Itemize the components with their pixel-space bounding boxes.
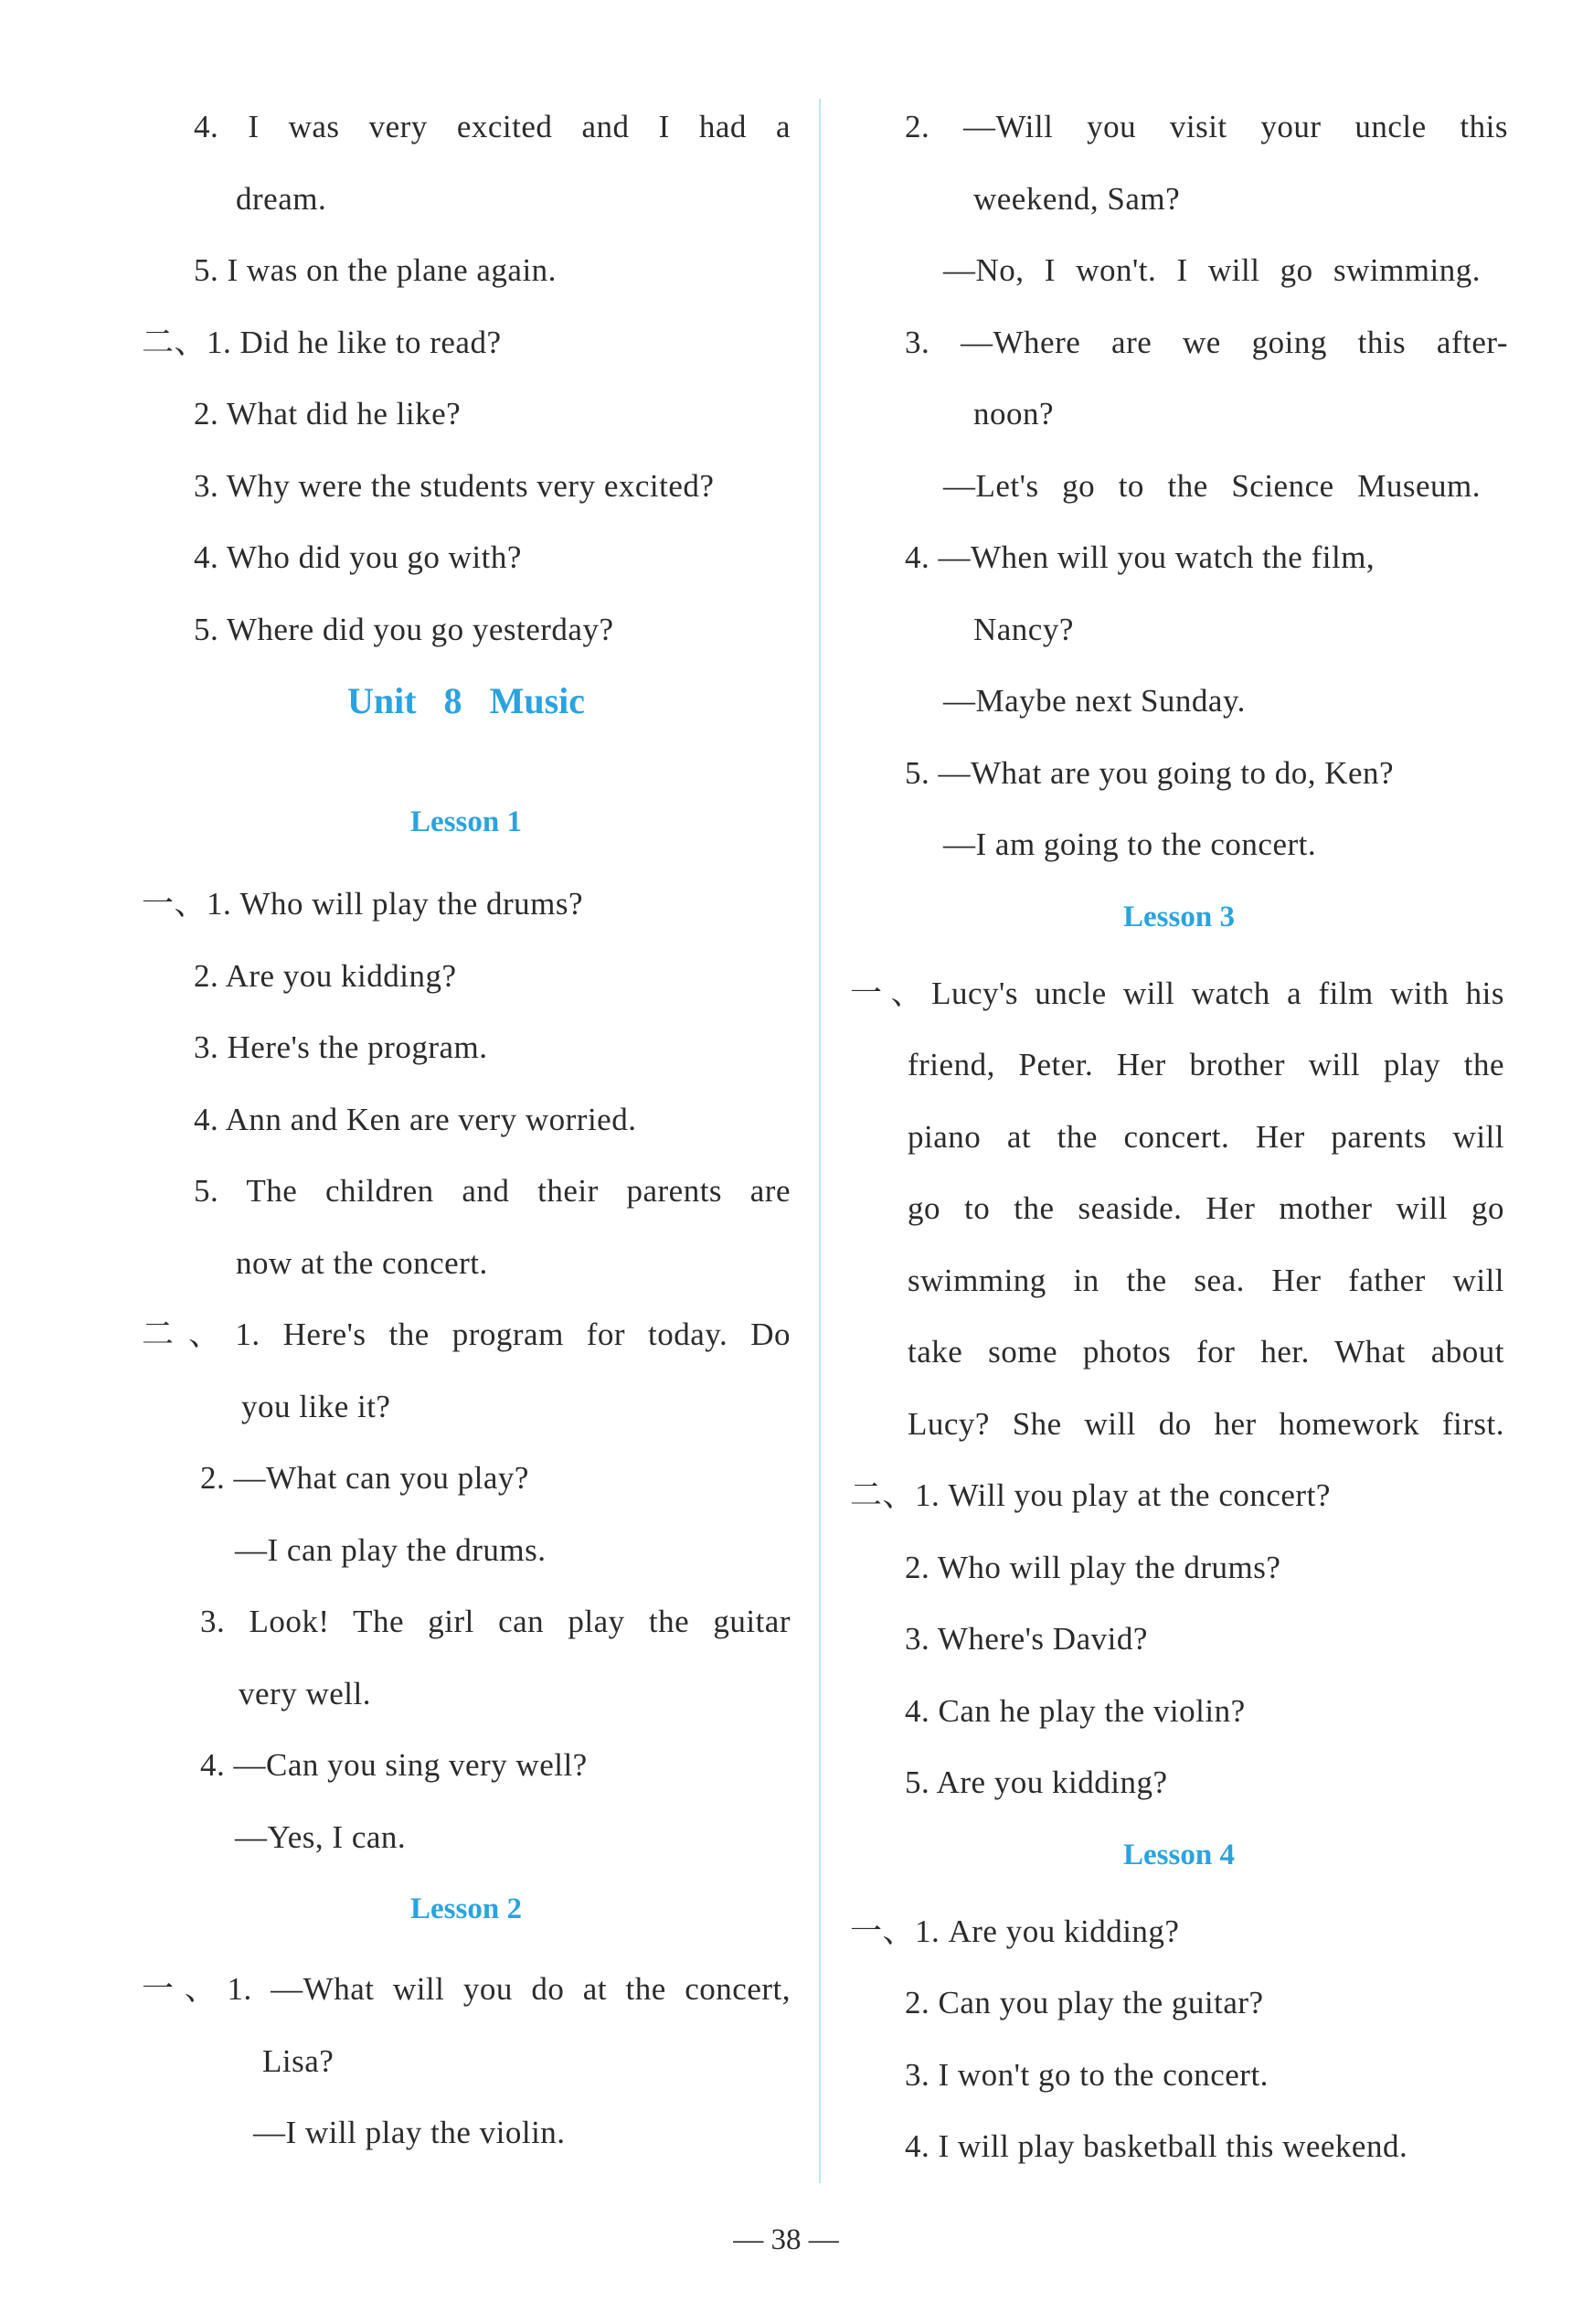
answer-line: 3. Why were the students very excited?: [194, 467, 715, 504]
answer-line: 5. —What are you going to do, Ken?: [905, 754, 1395, 791]
answer-line: 二、1. Did he like to read?: [142, 324, 502, 360]
answer-line: 3. —Where are we going this after-: [905, 324, 1508, 360]
answer-line: 一、1. Are you kidding?: [850, 1913, 1180, 1949]
answer-line: 2. —Will you visit your uncle this: [905, 109, 1508, 144]
right-column: [850, 91, 1508, 2183]
answer-line: —No, I won't. I will go swimming.: [943, 252, 1481, 288]
answer-line: —I am going to the concert.: [943, 826, 1317, 862]
unit-heading: [142, 666, 791, 786]
lesson-heading: Lesson 2: [410, 1892, 522, 1925]
answer-line: 2. Can you play the guitar?: [905, 1985, 1264, 2020]
answer-line: —Let's go to the Science Museum.: [943, 467, 1481, 504]
answer-line: dream.: [236, 180, 327, 217]
answer-line: 5. I was on the plane again.: [194, 252, 557, 288]
answer-line: 5. Are you kidding?: [905, 1764, 1168, 1800]
answer-line: noon?: [973, 396, 1055, 432]
answer-line: —Maybe next Sunday.: [943, 683, 1246, 719]
lesson-heading: Lesson 1: [410, 805, 522, 838]
left-column: [142, 91, 791, 2169]
lesson-heading: Lesson 4: [1123, 1838, 1235, 1871]
answer-line: Lisa?: [262, 2042, 335, 2079]
answer-line: weekend, Sam?: [973, 180, 1181, 217]
answer-line: 一、Lucy's uncle will watch a film with his: [850, 975, 1504, 1011]
answer-line: 4. I was very excited and I had a: [194, 109, 791, 144]
answer-line: 2. Are you kidding?: [194, 957, 457, 994]
page-number: — 38 —: [733, 2223, 839, 2256]
answer-line: 3. Where's David?: [905, 1621, 1148, 1657]
unit-name: Music: [489, 680, 585, 721]
answer-line: 4. Who did you go with?: [194, 539, 522, 575]
answer-line: 二、1. Will you play at the concert?: [850, 1477, 1331, 1513]
answer-line: 4. —Can you sing very well?: [200, 1747, 588, 1783]
answer-line: Lucy? She will do her homework first.: [908, 1405, 1504, 1442]
answer-line: 5. Where did you go yesterday?: [194, 611, 614, 647]
answer-line: 5. The children and their parents are: [194, 1173, 791, 1209]
answer-line: 一、1. Who will play the drums?: [142, 886, 584, 922]
lesson-heading: Lesson 3: [1123, 900, 1235, 933]
answer-line: go to the seaside. Her mother will go: [908, 1190, 1504, 1226]
answer-line: 4. Can he play the violin?: [905, 1692, 1246, 1729]
answer-line: —Yes, I can.: [235, 1818, 407, 1855]
answer-line: swimming in the sea. Her father will: [908, 1262, 1504, 1298]
answer-line: 4. Ann and Ken are very worried.: [194, 1101, 637, 1137]
answer-line: 4. —When will you watch the film,: [905, 539, 1376, 575]
answer-line: friend, Peter. Her brother will play the: [908, 1047, 1504, 1082]
answer-line: —I can play the drums.: [235, 1531, 547, 1568]
column-divider: [819, 99, 821, 2183]
answer-line: 2. Who will play the drums?: [905, 1549, 1281, 1585]
answer-line: Nancy?: [973, 611, 1074, 647]
answer-line: 3. I won't go to the concert.: [905, 2056, 1269, 2093]
answer-line: 2. —What can you play?: [200, 1460, 529, 1496]
answer-line: very well.: [239, 1675, 371, 1711]
answer-line: 2. What did he like?: [194, 396, 462, 432]
answer-line: you like it?: [241, 1388, 391, 1424]
answer-line: 3. Look! The girl can play the guitar: [200, 1604, 791, 1639]
answer-line: take some photos for her. What about: [908, 1334, 1504, 1370]
unit-label: Unit 8: [346, 680, 462, 721]
answer-line: 3. Here's the program.: [194, 1029, 488, 1065]
answer-line: 一、1. —What will you do at the concert,: [142, 1971, 791, 2007]
answer-line: piano at the concert. Her parents will: [908, 1118, 1504, 1155]
answer-line: now at the concert.: [236, 1244, 488, 1281]
answer-line: 4. I will play basketball this weekend.: [905, 2128, 1408, 2164]
answer-line: —I will play the violin.: [253, 2115, 566, 2150]
answer-line: 二、1. Here's the program for today. Do: [142, 1317, 791, 1352]
